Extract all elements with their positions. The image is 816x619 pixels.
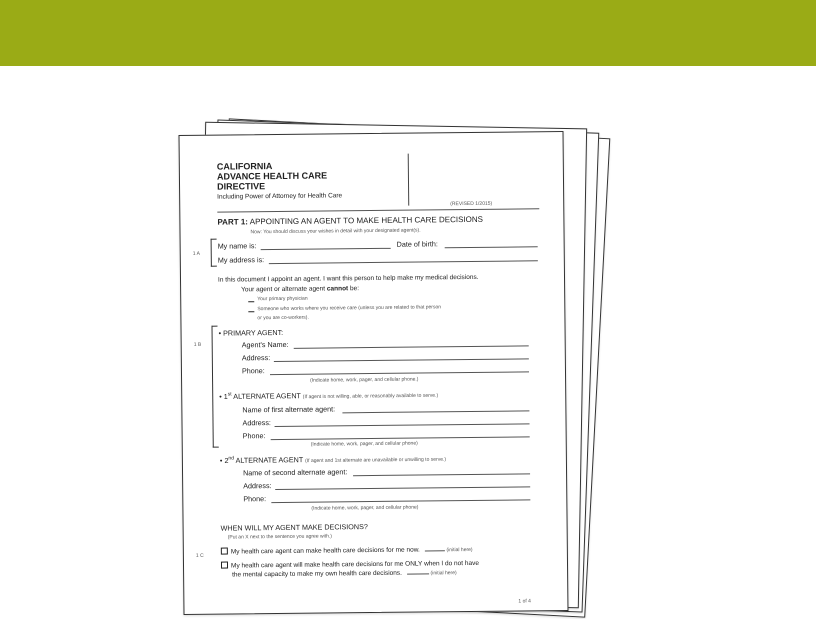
part1-label: PART 1:: [217, 217, 248, 227]
top-banner: [0, 0, 816, 66]
option2-initial-label: (initial here): [430, 570, 457, 577]
primary-agent-title: PRIMARY AGENT:: [223, 327, 284, 338]
page-number: 1 of 4: [518, 598, 531, 605]
dob-label: Date of birth:: [396, 239, 438, 249]
alt1-address-field[interactable]: [275, 423, 530, 427]
primary-phone-field[interactable]: [270, 371, 529, 375]
label-1c: 1 C: [195, 552, 204, 559]
primary-address-field[interactable]: [274, 358, 529, 362]
alt1-address-label: Address:: [242, 418, 271, 428]
primary-phone-label: Phone:: [241, 366, 265, 376]
alt2-phone-field[interactable]: [271, 499, 530, 503]
label-1a: 1 A: [192, 250, 201, 257]
cannot-post: be:: [349, 285, 360, 293]
my-address-field[interactable]: [269, 260, 538, 264]
option2-text-line2: the mental capacity to make my own health care decisions.: [232, 569, 402, 579]
alt2-sup: nd: [228, 455, 234, 462]
alt2-name-field[interactable]: [353, 473, 530, 476]
bracket-1b: [211, 326, 218, 448]
form-subtitle: Including Power of Attorney for Health Care: [217, 192, 343, 201]
cannot-bold: cannot: [326, 285, 349, 293]
alt2-title: ALTERNATE AGENT: [235, 455, 304, 465]
dash2-cont: or you are co-workers).: [257, 314, 309, 322]
primary-phone-note: (Indicate home, work, pager, and cellular phone.): [310, 376, 419, 384]
alt2-address-field[interactable]: [275, 486, 530, 490]
option2-row[interactable]: [221, 559, 479, 570]
option1-text: My health care agent can make health care decisions for me now.: [230, 546, 420, 556]
label-1b: 1 B: [193, 341, 202, 348]
alt2-num: 2: [224, 455, 229, 465]
alt2-paren: (If agent and 1st alternate are unavailable or unwilling to serve.): [305, 456, 447, 465]
primary-address-label: Address:: [241, 353, 271, 363]
primary-agent-heading: • PRIMARY AGENT:: [218, 327, 284, 338]
part1-heading: [217, 215, 483, 227]
form-title-line2: ADVANCE HEALTH CARE: [216, 170, 328, 182]
part1-title: APPOINTING AN AGENT TO MAKE HEALTH CARE DECISIONS: [249, 214, 484, 227]
appoint-text: In this document I appoint an agent. I want this person to help make my medical decisions.: [217, 273, 479, 284]
alt1-paren: (If agent is not willing, able, or reasonably available to serve.): [302, 392, 439, 401]
dash-2: [248, 311, 254, 312]
alt2-address-label: Address:: [243, 481, 272, 491]
alt1-title: ALTERNATE AGENT: [233, 391, 301, 401]
alt1-phone-note: (Indicate home, work, pager, and cellular phone): [310, 440, 418, 448]
bracket-1a: [211, 239, 217, 267]
corner-code: (REVISED 1/2015): [450, 200, 493, 208]
form-title-line3: DIRECTIVE: [216, 181, 266, 192]
form-page: [178, 131, 568, 615]
alt1-sup: st: [227, 391, 232, 398]
option1-row[interactable]: [221, 545, 473, 556]
alt1-heading: • 1st ALTERNATE AGENT (If agent is not willing, able, or reasonably available to serve.): [219, 391, 439, 402]
alt2-name-label: Name of second alternate agent:: [242, 467, 348, 478]
alt2-phone-note: (Indicate home, work, pager, and cellular phone): [311, 504, 419, 512]
option2-text-line1: My health care agent will make health care decisions for me ONLY when I do not have: [230, 559, 480, 570]
alt1-num: 1: [223, 391, 228, 401]
primary-name-field[interactable]: [294, 345, 529, 348]
alt2-phone-label: Phone:: [243, 494, 267, 504]
option2-initial-field[interactable]: [407, 573, 429, 574]
my-address-label: My address is:: [217, 255, 265, 265]
option1-initial-label: (initial here): [446, 546, 473, 554]
dash2-text: Someone who works where you receive care (unless you are related to that person: [257, 304, 442, 313]
option1-checkbox[interactable]: [221, 548, 228, 555]
alt1-phone-field[interactable]: [271, 436, 530, 440]
dash-1: [248, 301, 254, 302]
alt1-name-field[interactable]: [342, 410, 529, 413]
my-name-label: My name is:: [217, 241, 257, 251]
option2-row-cont: [232, 569, 457, 578]
when-instruction: (Put an X next to the sentence you agree with.): [227, 533, 332, 541]
option1-initial-field[interactable]: [425, 550, 445, 551]
primary-name-label: Agent's Name:: [241, 339, 289, 350]
cannot-line: [241, 285, 359, 293]
alt1-phone-label: Phone:: [242, 431, 266, 441]
when-heading: WHEN WILL MY AGENT MAKE DECISIONS?: [220, 522, 368, 533]
header-rule: [217, 208, 539, 212]
option2-checkbox[interactable]: [221, 562, 228, 569]
my-name-field[interactable]: [261, 248, 391, 250]
header-divider: [408, 154, 410, 206]
dob-field[interactable]: [445, 246, 538, 248]
dash1-text: Your primary physician: [257, 295, 308, 303]
cannot-pre: Your agent or alternate agent: [241, 285, 326, 294]
form-title-line1: CALIFORNIA: [216, 161, 273, 172]
alt1-name-label: Name of first alternate agent:: [242, 404, 336, 415]
part1-note: Now: You should discuss your wishes in detail with your designated agent(s).: [250, 227, 421, 236]
alt2-heading: • 2nd ALTERNATE AGENT (If agent and 1st alternate are unavailable or unwilling to serve.): [219, 455, 447, 466]
